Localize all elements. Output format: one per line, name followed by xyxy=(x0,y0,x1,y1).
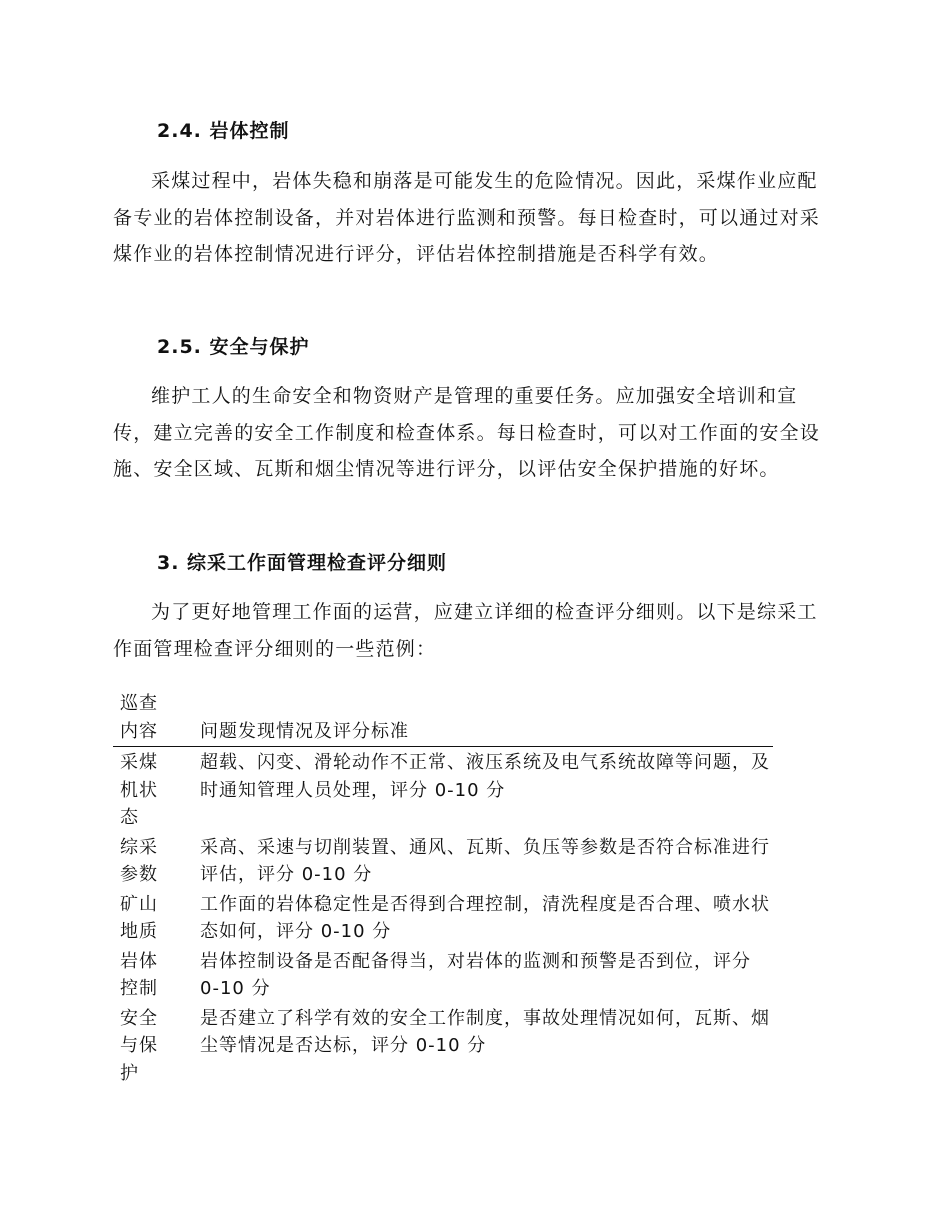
table-cell-item: 采煤机状态 xyxy=(120,752,158,828)
section-heading-2-4: 2.4. 岩体控制 xyxy=(157,120,290,142)
table-row xyxy=(113,891,773,948)
table-row xyxy=(113,1005,773,1090)
section-body-2-5 xyxy=(113,378,835,488)
table-cell-item: 矿山地质 xyxy=(120,893,158,942)
table-cell-criteria: 工作面的岩体稳定性是否得到合理控制，清洗程度是否合理、喷水状态如何，评分 0-10 分 xyxy=(200,893,770,942)
table-cell-item: 综采参数 xyxy=(120,836,158,885)
table-cell-criteria: 采高、采速与切削装置、通风、瓦斯、负压等参数是否符合标准进行评估，评分 0-10 分 xyxy=(200,836,770,885)
paragraph-text: 维护工人的生命安全和物资财产是管理的重要任务。应加强安全培训和宣传，建立完善的安全工作制度和检查体系。每日检查时，可以对工作面的安全设施、安全区域、瓦斯和烟尘情况等进行评分，以评估安全保护措施的好坏。 xyxy=(113,385,821,480)
table-cell-criteria: 是否建立了科学有效的安全工作制度，事故处理情况如何，瓦斯、烟尘等情况是否达标，评分 0-10 分 xyxy=(200,1007,770,1056)
table-header-row xyxy=(113,690,773,747)
table-row xyxy=(113,948,773,1005)
table-cell-criteria: 超载、闪变、滑轮动作不正常、液压系统及电气系统故障等问题，及时通知管理人员处理，评分 0-10 分 xyxy=(200,752,770,801)
section-heading-2-5: 2.5. 安全与保护 xyxy=(157,336,310,358)
section-heading-3: 3. 综采工作面管理检查评分细则 xyxy=(157,552,448,574)
table-row xyxy=(113,747,773,834)
table-header-cell: 巡查内容 xyxy=(120,693,158,742)
section-body-3 xyxy=(113,594,835,667)
table-row xyxy=(113,834,773,891)
paragraph-text: 采煤过程中，岩体失稳和崩落是可能发生的危险情况。因此，采煤作业应配备专业的岩体控制设备，并对岩体进行监测和预警。每日检查时，可以通过对采煤作业的岩体控制情况进行评分，评估岩体控制措施是否科学有效。 xyxy=(113,170,821,265)
table-cell-item: 安全与保护 xyxy=(120,1007,158,1084)
inspection-score-table xyxy=(113,690,773,1089)
table-header-cell: 问题发现情况及评分标准 xyxy=(200,720,409,742)
table-cell-item: 岩体控制 xyxy=(120,950,158,999)
table-cell-criteria: 岩体控制设备是否配备得当，对岩体的监测和预警是否到位，评分 0-10 分 xyxy=(200,950,751,999)
section-body-2-4 xyxy=(113,163,835,273)
paragraph-text: 为了更好地管理工作面的运营，应建立详细的检查评分细则。以下是综采工作面管理检查评分细则的一些范例： xyxy=(113,601,818,660)
